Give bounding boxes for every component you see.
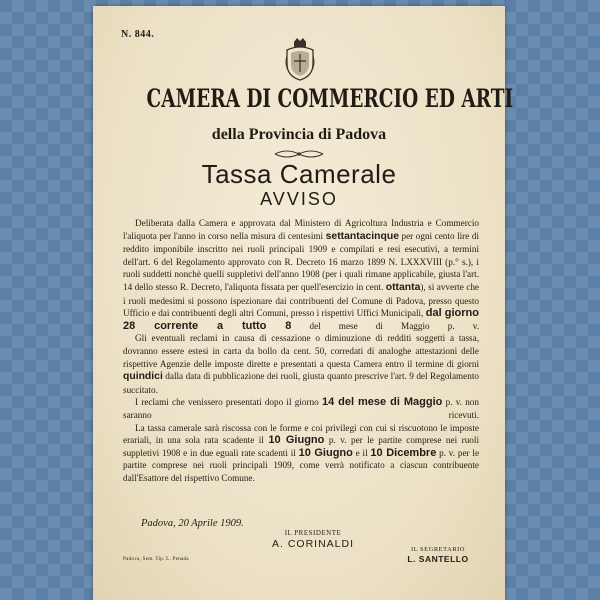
p4-text-e: e il	[352, 447, 371, 458]
p3-bold-date: 14 del mese di Maggio	[321, 396, 443, 409]
p2-text-c: dalla data di pubblicazione dei ruoli, giusta quanto prescrive l'art. 9 del Regolamento succitato.	[123, 371, 479, 395]
paragraph-1	[123, 217, 479, 332]
p1-text-c: per ogni cento lire di reddito imponibile inscritto nei ruoli principali 1909 e compilati e resi esecutivi, a termini dell'art. 6 del Regolamento approvato con R. Decreto 16 marzo 1899 N. LXXXVIII (p.° s.), i ruoli suddetti nonchè quelli suppletivi dell'anno 1908 (per i quali rimane applicabile, giusta l'art. 14 dello stesso R. Decreto, l'aliquota fissata per quell'esercizio in cent.	[123, 230, 479, 292]
president-label: IL PRESIDENTE	[284, 529, 342, 537]
paragraph-2	[123, 332, 479, 396]
ornament-divider-icon	[273, 149, 325, 159]
notice-subheading: AVVISO	[260, 189, 338, 209]
p1-text-a: Deliberata dalla Camera e approvata dal Ministero di Agricoltura Industria e Commercio l'aliquota per l'anno in corso nella misura di centesimi	[123, 218, 479, 241]
p4-bold-june-2: 10 Giugno	[298, 446, 353, 459]
p1-bold-rate: settantacinque	[325, 230, 399, 242]
p4-bold-june-1: 10 Giugno	[268, 434, 325, 447]
poster-sheet	[93, 6, 514, 600]
notice-heading: Tassa Camerale	[201, 159, 397, 189]
poster-number: N. 844.	[121, 29, 155, 40]
coat-of-arms-icon	[285, 36, 315, 82]
p4-text-c: p. v. per le partite comprese nei ruoli suppletivi 1908 e in due eguali rate scadenti il	[123, 435, 479, 458]
p1-text-e: ), si avverte che i ruoli medesimi si possono ispezionare dai contribuenti del Comune di Padova, presso questo Ufficio e dai contribuenti degli altri Comuni, presso i rispettivi Uffici Municipali,	[123, 281, 479, 319]
p1-bold-eighty: ottanta	[385, 281, 421, 293]
paragraph-4	[123, 422, 479, 485]
p1-text-g: del mese di Maggio p. v.	[291, 320, 480, 331]
p2-text-a: Gli eventuali reclami in causa di cessazione o diminuzione di redditi soggetti a tassa, dovranno essere estesi in carta da bollo da cent. 50, corredati di analoghe attestazioni delle rispettive Agenzie delle imposte dirette e presentati a questa Camera entro il termine di giorni	[123, 333, 479, 369]
paragraph-3	[123, 396, 479, 421]
notice-body	[123, 217, 479, 484]
p4-bold-december: 10 Dicembre	[370, 446, 437, 459]
p1-bold-dates: dal giorno 28 corrente a tutto 8	[123, 307, 479, 332]
poster-subtitle: della Provincia di Padova	[211, 126, 387, 143]
p3-text-a: I reclami che venissero presentati dopo il giorno	[135, 397, 322, 408]
p2-bold-days: quindici	[123, 371, 163, 383]
issue-date: Padova, 20 Aprile 1909.	[141, 518, 244, 529]
p4-text-g: p. v. per le partite comprese nei ruoli principali 1909, come verrà notificato a ciascun contribuente dall'Esattore del rispettivo Comune.	[123, 447, 480, 483]
p3-text-c: p. v. non saranno ricevuti.	[123, 397, 479, 420]
secretary-label: IL SEGRETARIO	[411, 546, 465, 553]
poster-title: CAMERA DI COMMERCIO ED ARTI	[146, 84, 514, 113]
president-name: A. CORINALDI	[271, 538, 354, 550]
secretary-name: L. SANTELLO	[407, 554, 469, 564]
printer-credit: Padova, Sem. Tip. L. Penada	[123, 557, 189, 562]
p4-text-a: La tassa camerale sarà riscossa con le forme e coi privilegi con cui si riscuotono le imposte erariali, in una sola rata scadente il	[123, 422, 479, 446]
